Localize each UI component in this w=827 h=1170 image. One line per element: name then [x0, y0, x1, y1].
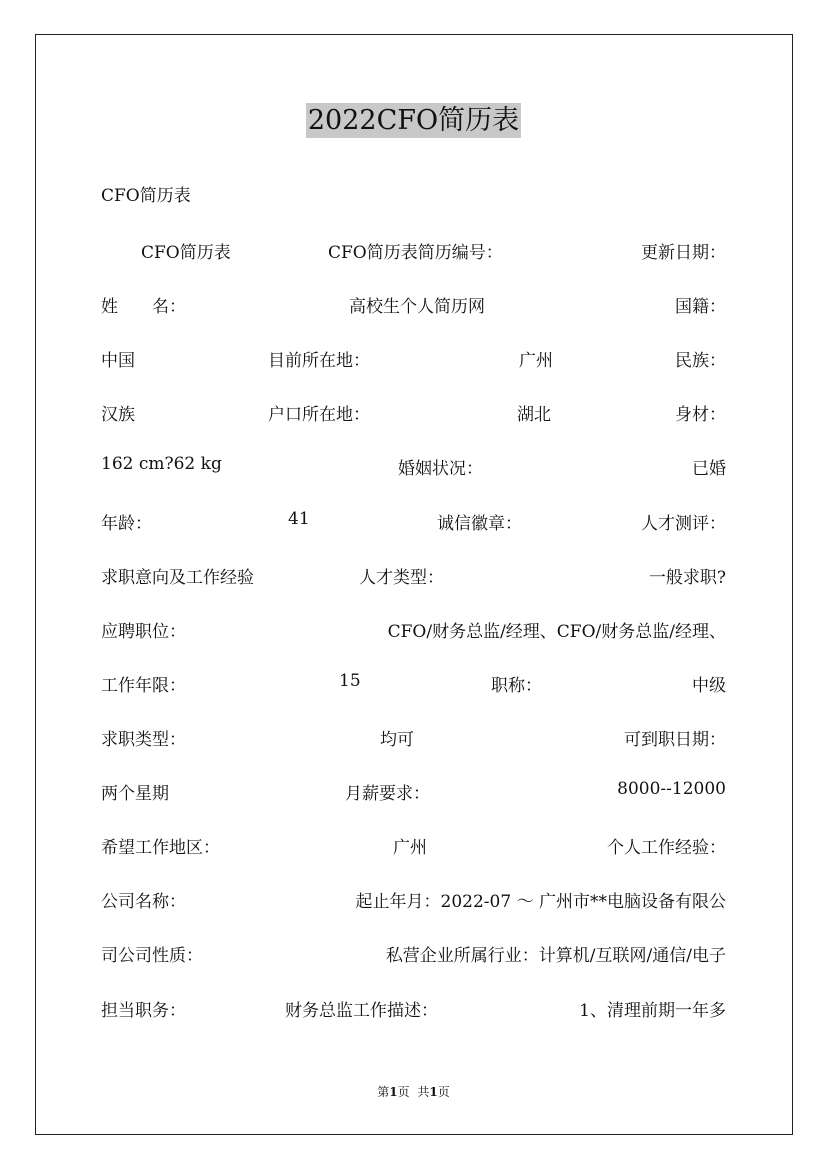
resume-field: 一般求职?: [648, 568, 726, 588]
resume-field: 希望工作地区：: [101, 838, 220, 858]
resume-field: 公司名称：: [101, 892, 186, 912]
resume-row: [101, 941, 726, 967]
resume-field: 年龄：: [101, 514, 152, 534]
resume-field: 国籍：: [675, 297, 726, 317]
resume-row: [101, 887, 726, 913]
resume-row: [101, 563, 726, 589]
resume-field: CFO/财务总监/经理、CFO/财务总监/经理、: [387, 622, 726, 642]
resume-row: [101, 996, 726, 1022]
resume-field: 姓 名：: [101, 297, 186, 317]
resume-field: 8000--12000: [617, 779, 726, 799]
page-footer: 第1页 共1页: [377, 1085, 450, 1099]
resume-field: 个人工作经验：: [607, 838, 726, 858]
resume-field: 私营企业所属行业：计算机/互联网/通信/电子: [385, 946, 726, 966]
resume-field: 中级: [692, 676, 726, 696]
resume-field: 1、清理前期一年多: [579, 1001, 726, 1021]
resume-field: 两个星期: [101, 784, 169, 804]
resume-field: 更新日期：: [641, 243, 726, 263]
resume-field: 应聘职位：: [101, 622, 186, 642]
resume-field: 起止年月：2022-07 ～ 广州市**电脑设备有限公: [355, 892, 726, 912]
resume-row: [101, 509, 726, 535]
resume-row: [101, 725, 726, 751]
title-text: 2022CFO简历表: [307, 105, 520, 136]
resume-field: 身材：: [675, 405, 726, 425]
resume-row: [101, 617, 726, 643]
resume-field: 已婚: [692, 459, 726, 479]
resume-field: 司公司性质：: [101, 946, 203, 966]
resume-field: 广州: [393, 838, 427, 858]
resume-field: 求职类型：: [101, 730, 186, 750]
resume-field: 人才测评：: [641, 514, 726, 534]
resume-field: 可到职日期：: [624, 730, 726, 750]
resume-row: [101, 238, 726, 264]
resume-field: CFO简历表: [141, 243, 231, 263]
resume-row: [101, 454, 726, 480]
resume-field: 诚信徽章：: [437, 514, 522, 534]
resume-field: 求职意向及工作经验: [101, 568, 254, 588]
document-title: [0, 103, 827, 139]
resume-field: 户口所在地：: [268, 405, 370, 425]
resume-field: 汉族: [101, 405, 135, 425]
resume-field: 人才类型：: [359, 568, 444, 588]
resume-field: 婚姻状况：: [398, 459, 483, 479]
resume-field: 中国: [101, 351, 135, 371]
resume-field: 湖北: [517, 405, 551, 425]
resume-row: [101, 292, 726, 318]
resume-field: 162 cm?62 kg: [101, 454, 222, 474]
resume-field: 月薪要求：: [345, 784, 430, 804]
resume-field: 职称：: [491, 676, 542, 696]
resume-row: [101, 779, 726, 805]
resume-row: [101, 346, 726, 372]
resume-field: 15: [339, 671, 361, 691]
resume-field: 广州: [519, 351, 553, 371]
resume-field: 担当职务：: [101, 1001, 186, 1021]
resume-field: CFO简历表简历编号：: [328, 243, 503, 263]
resume-field: 41: [288, 509, 310, 529]
resume-row: [101, 400, 726, 426]
resume-field: 均可: [380, 730, 414, 750]
resume-row: [101, 671, 726, 697]
resume-field: 目前所在地：: [268, 351, 370, 371]
subtitle: CFO简历表: [101, 186, 191, 206]
resume-field: 财务总监工作描述：: [285, 1001, 438, 1021]
resume-field: 高校生个人简历网: [349, 297, 485, 317]
resume-field: 民族：: [675, 351, 726, 371]
resume-field: 工作年限：: [101, 676, 186, 696]
resume-row: [101, 833, 726, 859]
